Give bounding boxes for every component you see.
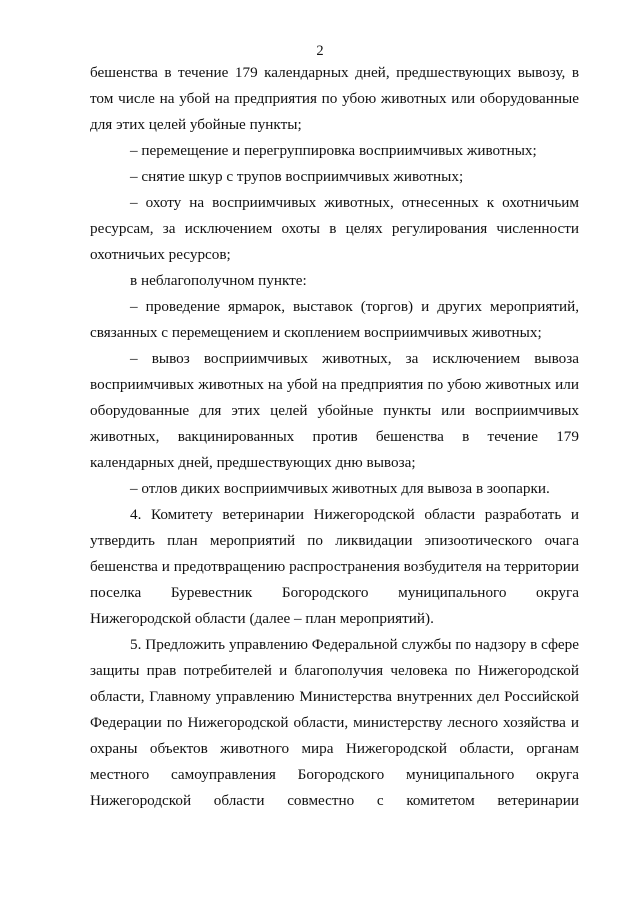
list-item-fairs: – проведение ярмарок, выставок (торгов) и других мероприятий, связанных с перемещением и скоплением восприимчивых животных; (90, 298, 579, 341)
list-item-export: – вывоз восприимчивых животных, за исключением вывоза восприимчивых животных на убой на предприятия по убою животных или оборудованные для этих целей убойные пункты или восприимчивых животных, вакцинированных против бешенства в течение 179 календарных дней, предшествующих дню вывоза; (90, 350, 579, 471)
list-item-hunting: – охоту на восприимчивых животных, отнесенных к охотничьим ресурсам, за исключением охоты в целях регулирования численности охотничьих ресурсов; (90, 194, 579, 263)
list-item-trapping: – отлов диких восприимчивых животных для вывоза в зоопарки. (130, 480, 550, 497)
list-item-skinning: – снятие шкур с трупов восприимчивых животных; (130, 168, 464, 185)
paragraph-continuation: бешенства в течение 179 календарных дней, предшествующих вывозу, в том числе на убой на предприятия по убою животных или оборудованные для этих целей убойные пункты; (90, 64, 579, 133)
paragraph-item-5: 5. Предложить управлению Федеральной службы по надзору в сфере защиты прав потребителей и благополучия человека по Нижегородской области, Главному управлению Министерства внутренних дел Российской Федерации по Нижегородской области, министерству лесного хозяйства и охраны объектов животного мира Нижегородской области, органам местного самоуправления Богородского муниципального округа Нижегородской области совместно с комитетом ветеринарии (90, 636, 579, 809)
document-body (90, 60, 579, 814)
list-item-relocation: – перемещение и перегруппировка восприимчивых животных; (130, 142, 537, 159)
page-number: 2 (316, 43, 324, 59)
paragraph-item-4: 4. Комитету ветеринарии Нижегородской области разработать и утвердить план мероприятий по ликвидации эпизоотического очага бешенства и предотвращению распространения возбудителя на территории поселка Буревестник Богородского муниципального округа Нижегородской области (далее – план мероприятий). (90, 506, 579, 627)
subheading-unfavorable-point: в неблагополучном пункте: (130, 272, 307, 289)
